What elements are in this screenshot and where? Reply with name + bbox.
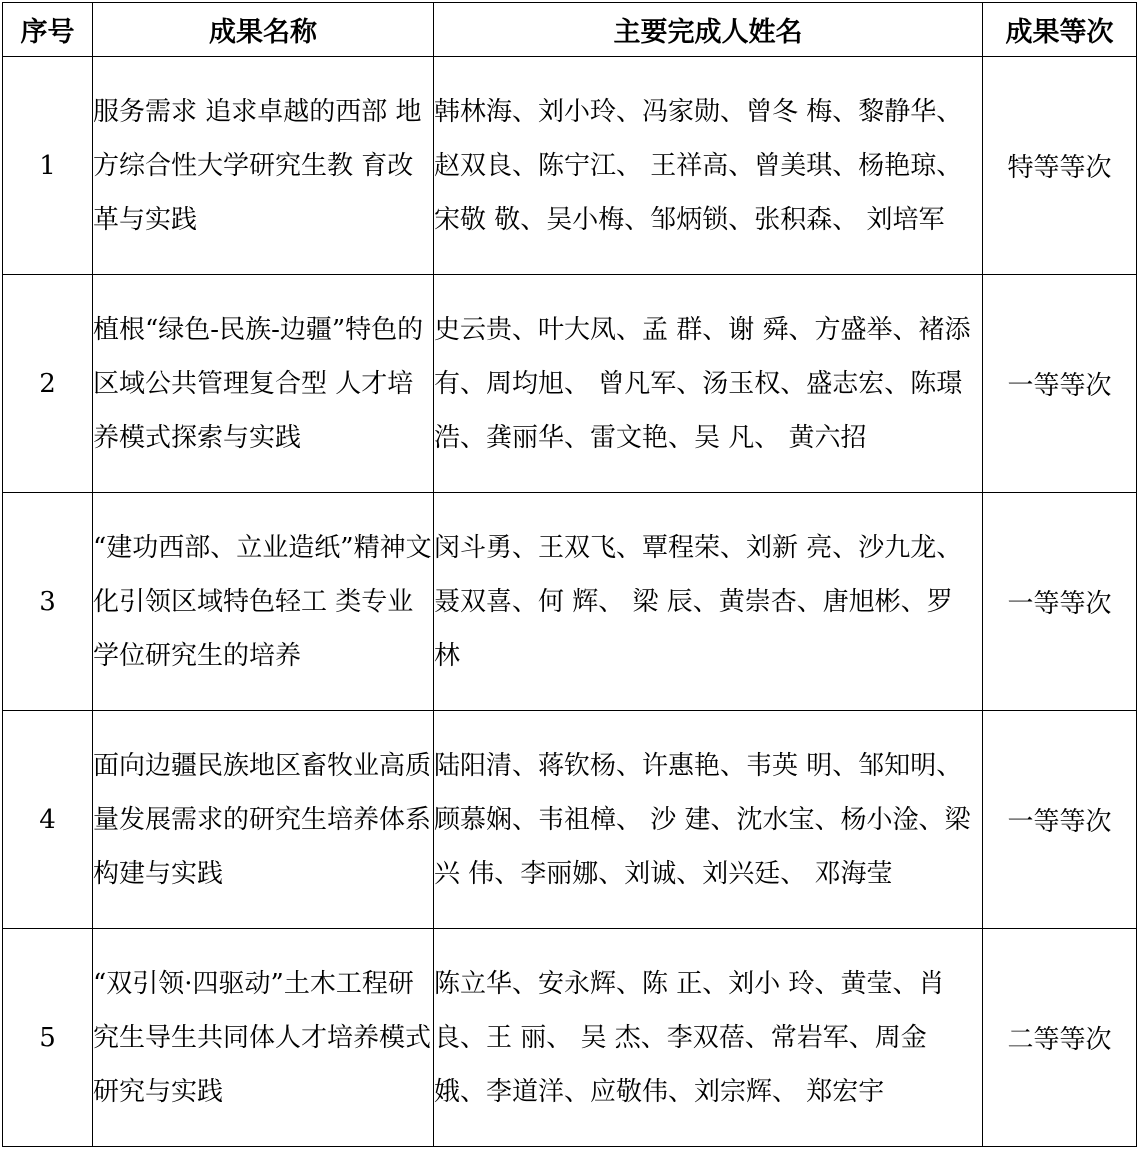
award-level: 二等等次 xyxy=(983,929,1137,1147)
table-row xyxy=(3,57,1137,275)
row-index: 2 xyxy=(3,275,93,493)
row-index: 4 xyxy=(3,711,93,929)
table-row xyxy=(3,493,1137,711)
achievement-name: 植根“绿色-民族-边疆”特色的区域公共管理复合型 人才培养模式探索与实践 xyxy=(93,275,434,493)
award-level: 一等等次 xyxy=(983,275,1137,493)
completers: 韩林海、刘小玲、冯家勋、曾冬 梅、黎静华、赵双良、陈宁江、 王祥高、曾美琪、杨艳琼、宋敬 敬、吴小梅、邹炳锁、张积森、 刘培军 xyxy=(434,57,983,275)
row-index: 3 xyxy=(3,493,93,711)
header-people: 主要完成人姓名 xyxy=(434,3,983,57)
achievement-name: 服务需求 追求卓越的西部 地方综合性大学研究生教 育改革与实践 xyxy=(93,57,434,275)
table-row xyxy=(3,929,1137,1147)
completers: 闵斗勇、王双飞、覃程荣、刘新 亮、沙九龙、聂双喜、何 辉、 梁 辰、黄崇杏、唐旭彬、罗 林 xyxy=(434,493,983,711)
row-index: 5 xyxy=(3,929,93,1147)
award-level: 一等等次 xyxy=(983,493,1137,711)
award-level: 一等等次 xyxy=(983,711,1137,929)
header-row xyxy=(3,3,1137,57)
completers: 陈立华、安永辉、陈 正、刘小 玲、黄莹、肖 良、王 丽、 吴 杰、李双蓓、常岩军、周金 娥、李道洋、应敬伟、刘宗辉、 郑宏宇 xyxy=(434,929,983,1147)
table-row xyxy=(3,275,1137,493)
completers: 陆阳清、蒋钦杨、许惠艳、韦英 明、邹知明、顾慕娴、韦祖樟、 沙 建、沈水宝、杨小淦、梁兴 伟、李丽娜、刘诚、刘兴廷、 邓海莹 xyxy=(434,711,983,929)
award-level: 特等等次 xyxy=(983,57,1137,275)
achievement-name: “双引领·四驱动”土木工程研究生导生共同体人才培养模式研究与实践 xyxy=(93,929,434,1147)
row-index: 1 xyxy=(3,57,93,275)
achievement-name: “建功西部、立业造纸”精神文化引领区域特色轻工 类专业学位研究生的培养 xyxy=(93,493,434,711)
header-level: 成果等次 xyxy=(983,3,1137,57)
header-index: 序号 xyxy=(3,3,93,57)
awards-table xyxy=(2,2,1137,1147)
table-row xyxy=(3,711,1137,929)
achievement-name: 面向边疆民族地区畜牧业高质量发展需求的研究生培养体系构建与实践 xyxy=(93,711,434,929)
completers: 史云贵、叶大凤、孟 群、谢 舜、方盛举、褚添有、周均旭、 曾凡军、汤玉权、盛志宏、陈璟 浩、龚丽华、雷文艳、吴 凡、 黄六招 xyxy=(434,275,983,493)
header-name: 成果名称 xyxy=(93,3,434,57)
